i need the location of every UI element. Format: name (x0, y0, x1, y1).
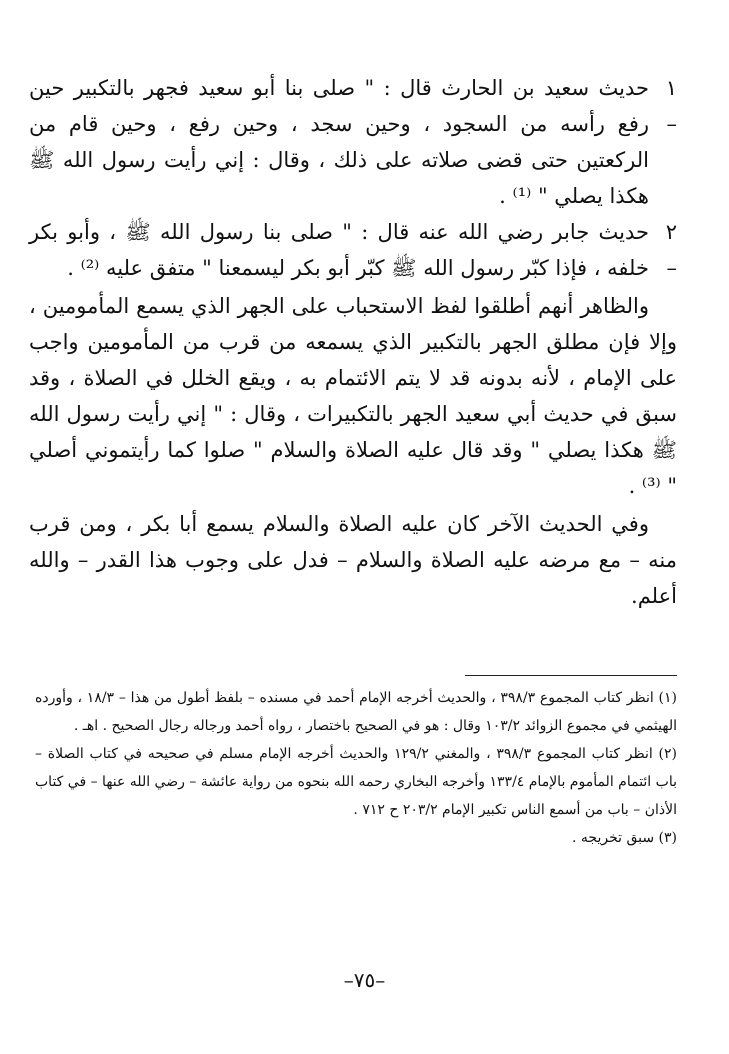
item-text: حديث سعيد بن الحارث قال : " صلى بنا أبو سعيد فجهر بالتكبير حين رفع رأسه من السجود ، وحين سجد ، وحين رفع ، وحين قام من الركعتين حتى قضى صلاته على ذلك ، وقال : إني رأيت رسول الله ﷺ هكذا يصلي " ⁽¹⁾ . (29, 76, 649, 208)
main-text (29, 70, 677, 614)
page-number: –٧٥– (343, 968, 386, 992)
footnote-1: (١) انظر كتاب المجموع ٣٩٨/٣ ، والحديث أخرجه الإمام أحمد في مسنده – بلفظ أطول من هذا – ١٨/٣ ، وأورده الهيثمي في مجموع الزوائد ١٠٣/٢ وقال : هو في الصحيح باختصار ، رواه أحمد ورجاله رجال الصحيح . اهـ . (35, 690, 677, 734)
paragraph-2: وفي الحديث الآخر كان عليه الصلاة والسلام يسمع أبا بكر ، ومن قرب منه – مع مرضه عليه الصلاة والسلام – فدل على وجوب هذا القدر – والله أعلم. (29, 512, 677, 608)
footnote-2: (٢) انظر كتاب المجموع ٣٩٨/٣ ، والمغني ١٢٩/٢ والحديث أخرجه الإمام مسلم في صحيحه في كتاب الصلاة – باب ائتمام المأموم بالإمام ١٣٣/٤ وأخرجه البخاري رحمه الله بنحوه من رواية عائشة – رضي الله عنها – في كتاب الأذان – باب من أسمع الناس تكبير الإمام ٢٠٣/٢ ح ٧١٢ . (35, 746, 678, 818)
paragraph-1: والظاهر أنهم أطلقوا لفظ الاستحباب على الجهر الذي يسمع المأمومين ، وإلا فإن مطلق الجهر بالتكبير الذي يسمعه من قرب من المأمومين واجب على الإمام ، لأنه بدونه قد لا يتم الائتمام به ، ويقع الخلل في الصلاة ، وقد سبق في حديث أبي سعيد الجهر بالتكبيرات ، وقال : " إني رأيت رسول الله ﷺ هكذا يصلي " وقد قال عليه الصلاة والسلام " صلوا كما رأيتموني أصلي " ⁽³⁾ . (29, 294, 677, 498)
footnote-divider (465, 675, 677, 676)
footnotes (35, 675, 677, 852)
item-number: ٢ – (665, 220, 677, 280)
item-text: حديث جابر رضي الله عنه قال : " صلى بنا رسول الله ﷺ ، وأبو بكر خلفه ، فإذا كبّر رسول الله ﷺ كبّر أبو بكر ليسمعنا " متفق عليه ⁽²⁾ . (29, 220, 649, 280)
item-number: ١ – (665, 76, 677, 136)
hadith-item-1 (29, 70, 677, 214)
hadith-item-2 (29, 214, 677, 286)
footnote-3: (٣) سبق تخريجه . (572, 830, 677, 846)
